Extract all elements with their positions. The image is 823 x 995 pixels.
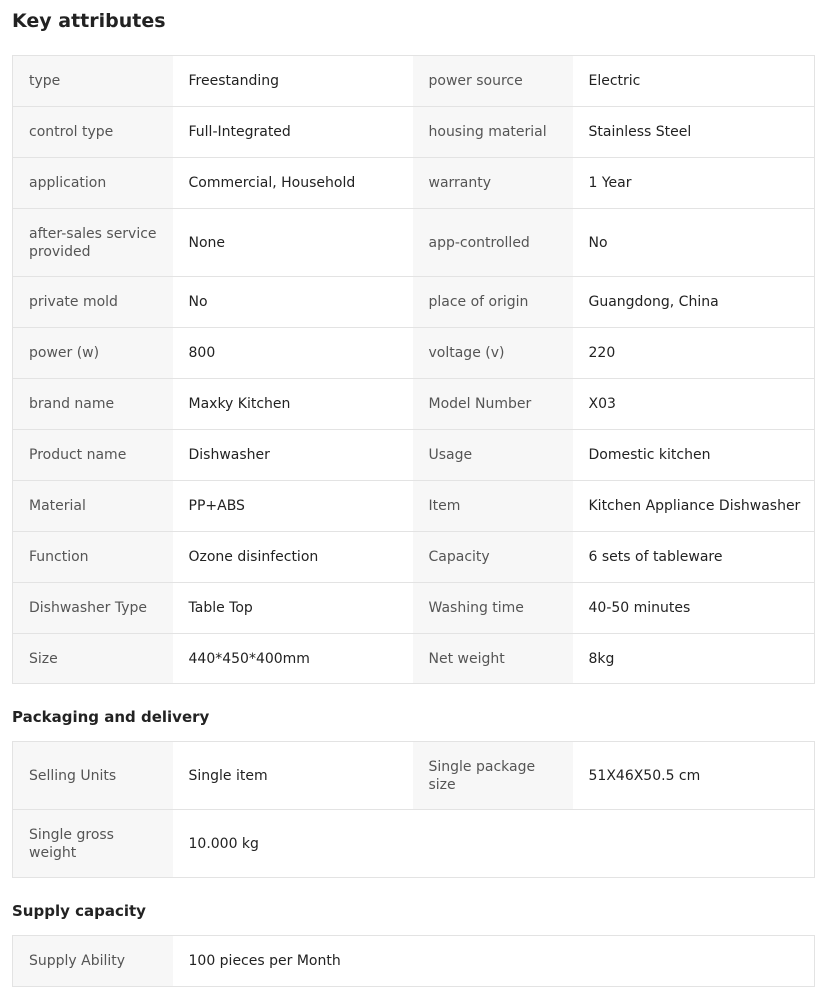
attr-value: Full-Integrated — [173, 107, 413, 158]
attr-value: 40-50 minutes — [573, 583, 815, 634]
attr-key: voltage (v) — [413, 328, 573, 379]
attr-key: private mold — [13, 277, 173, 328]
attr-value: Maxky Kitchen — [173, 379, 413, 430]
attr-value: 6 sets of tableware — [573, 532, 815, 583]
attr-key: Single gross weight — [13, 810, 173, 878]
attr-value: PP+ABS — [173, 481, 413, 532]
attr-key: application — [13, 158, 173, 209]
table-row — [13, 328, 815, 379]
attr-value: Kitchen Appliance Dishwasher — [573, 481, 815, 532]
attr-key: Size — [13, 634, 173, 684]
attr-key: power (w) — [13, 328, 173, 379]
attr-value: 100 pieces per Month — [173, 936, 815, 987]
attr-key: type — [13, 56, 173, 107]
table-row — [13, 532, 815, 583]
attr-value: 10.000 kg — [173, 810, 413, 878]
attr-key: brand name — [13, 379, 173, 430]
table-row — [13, 209, 815, 277]
attr-key: control type — [13, 107, 173, 158]
attr-value: 8kg — [573, 634, 815, 684]
attr-key: Usage — [413, 430, 573, 481]
attr-value: Table Top — [173, 583, 413, 634]
attr-value: Single item — [173, 742, 413, 810]
empty-cell — [413, 810, 815, 878]
table-row — [13, 936, 815, 987]
table-row — [13, 379, 815, 430]
key-attributes-table — [12, 55, 815, 684]
attr-value: Freestanding — [173, 56, 413, 107]
attr-key: Washing time — [413, 583, 573, 634]
table-row — [13, 56, 815, 107]
attr-value: Ozone disinfection — [173, 532, 413, 583]
attr-value: 800 — [173, 328, 413, 379]
attr-key: Supply Ability — [13, 936, 173, 987]
table-row — [13, 158, 815, 209]
attr-key: Item — [413, 481, 573, 532]
table-row — [13, 107, 815, 158]
attr-key: place of origin — [413, 277, 573, 328]
attr-key: after-sales service provided — [13, 209, 173, 277]
table-row — [13, 583, 815, 634]
attr-value: No — [573, 209, 815, 277]
attr-value: Domestic kitchen — [573, 430, 815, 481]
attr-key: Function — [13, 532, 173, 583]
attr-key: Product name — [13, 430, 173, 481]
table-row — [13, 742, 815, 810]
attr-key: Dishwasher Type — [13, 583, 173, 634]
attr-key: Capacity — [413, 532, 573, 583]
attr-value: 220 — [573, 328, 815, 379]
table-row — [13, 277, 815, 328]
attr-key: Selling Units — [13, 742, 173, 810]
attr-key: warranty — [413, 158, 573, 209]
supply-capacity-table — [12, 935, 815, 987]
packaging-heading: Packaging and delivery — [12, 708, 210, 726]
table-row — [13, 481, 815, 532]
attr-value: Electric — [573, 56, 815, 107]
attr-value: 51X46X50.5 cm — [573, 742, 815, 810]
attr-value: X03 — [573, 379, 815, 430]
attr-value: Stainless Steel — [573, 107, 815, 158]
attr-value: No — [173, 277, 413, 328]
supply-capacity-heading: Supply capacity — [12, 902, 146, 920]
attr-key: housing material — [413, 107, 573, 158]
attr-key: Model Number — [413, 379, 573, 430]
table-row — [13, 430, 815, 481]
table-row — [13, 634, 815, 684]
attr-key: power source — [413, 56, 573, 107]
attr-value: 440*450*400mm — [173, 634, 413, 684]
attr-key: Single package size — [413, 742, 573, 810]
attr-value: Guangdong, China — [573, 277, 815, 328]
attr-value: None — [173, 209, 413, 277]
attr-value: Dishwasher — [173, 430, 413, 481]
attr-value: Commercial, Household — [173, 158, 413, 209]
attr-key: app-controlled — [413, 209, 573, 277]
attr-key: Net weight — [413, 634, 573, 684]
table-row — [13, 810, 815, 878]
packaging-table — [12, 741, 815, 878]
attr-key: Material — [13, 481, 173, 532]
attr-value: 1 Year — [573, 158, 815, 209]
key-attributes-heading: Key attributes — [12, 10, 166, 32]
